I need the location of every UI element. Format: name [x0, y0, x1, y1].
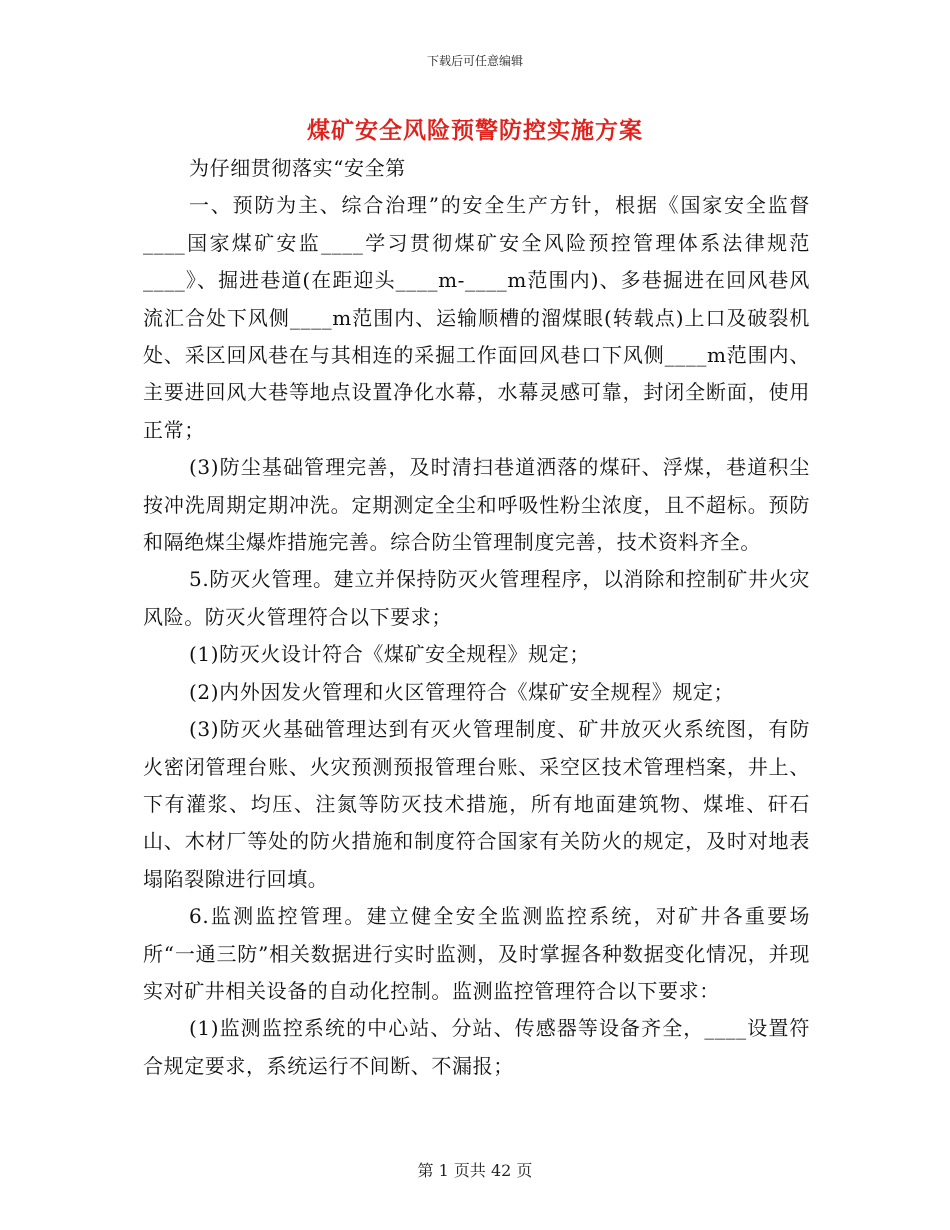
paragraph-policy: 一、预防为主、综合治理”的安全生产方针，根据《国家安全监督____国家煤矿安监____学习贯彻煤矿安全风险预控管理体系法律规范____》、掘进巷道(在距迎头____m-____m范围内)、多巷掘进在回风巷风流汇合处下风侧____m范围内、运输顺槽的溜煤眼(转载点)上口及破裂机处、采区回风巷在与其相连的采掘工作面回风巷口下风侧____m范围内、主要进回风大巷等地点设置净化水幕，水幕灵感可靠，封闭全断面，使用正常； [143, 193, 810, 442]
paragraph-fire-area: (2)内外因发火管理和火区管理符合《煤矿安全规程》规定； [189, 679, 735, 704]
paragraph-dust-management: (3)防尘基础管理完善，及时清扫巷道洒落的煤矸、浮煤，巷道积尘按冲洗周期定期冲洗。定期测定全尘和呼吸性粉尘浓度，且不超标。预防和隔绝煤尘爆炸措施完善。综合防尘管理制度完善，技术资料齐全。 [143, 455, 810, 555]
paragraph-fire-prevention: 5.防灭火管理。建立并保持防灭火管理程序，以消除和控制矿井火灾风险。防灭火管理符合以下要求； [143, 567, 810, 629]
paragraph-intro: 为仔细贯彻落实“安全第 [189, 156, 406, 180]
paragraph-monitoring: 6.监测监控管理。建立健全安全监测监控系统，对矿井各重要场所“一通三防”相关数据进行实时监测，及时掌握各种数据变化情况，并现实对矿井相关设备的自动化控制。监测监控管理符合以下要求： [143, 904, 810, 1003]
paragraph-fire-basics: (3)防灭火基础管理达到有灭火管理制度、矿井放灭火系统图，有防火密闭管理台账、火灾预测预报管理台账、采空区技术管理档案，井上、下有灌浆、均压、注氮等防灭技术措施，所有地面建筑物、煤堆、矸石山、木材厂等处的防火措施和制度符合国家有关防火的规定，及时对地表塌陷裂隙进行回填。 [143, 717, 810, 891]
document-body [143, 150, 810, 1085]
document-title: 煤矿安全风险预警防控实施方案 [307, 117, 643, 144]
paragraph-monitoring-system: (1)监测监控系统的中心站、分站、传感器等设备齐全，____设置符合规定要求，系统运行不间断、不漏报； [143, 1016, 810, 1078]
page-number: 第 1 页共 42 页 [417, 1161, 533, 1180]
paragraph-fire-design: (1)防灭火设计符合《煤矿安全规程》规定； [189, 642, 590, 667]
header-note: 下载后可任意编辑 [426, 54, 523, 68]
